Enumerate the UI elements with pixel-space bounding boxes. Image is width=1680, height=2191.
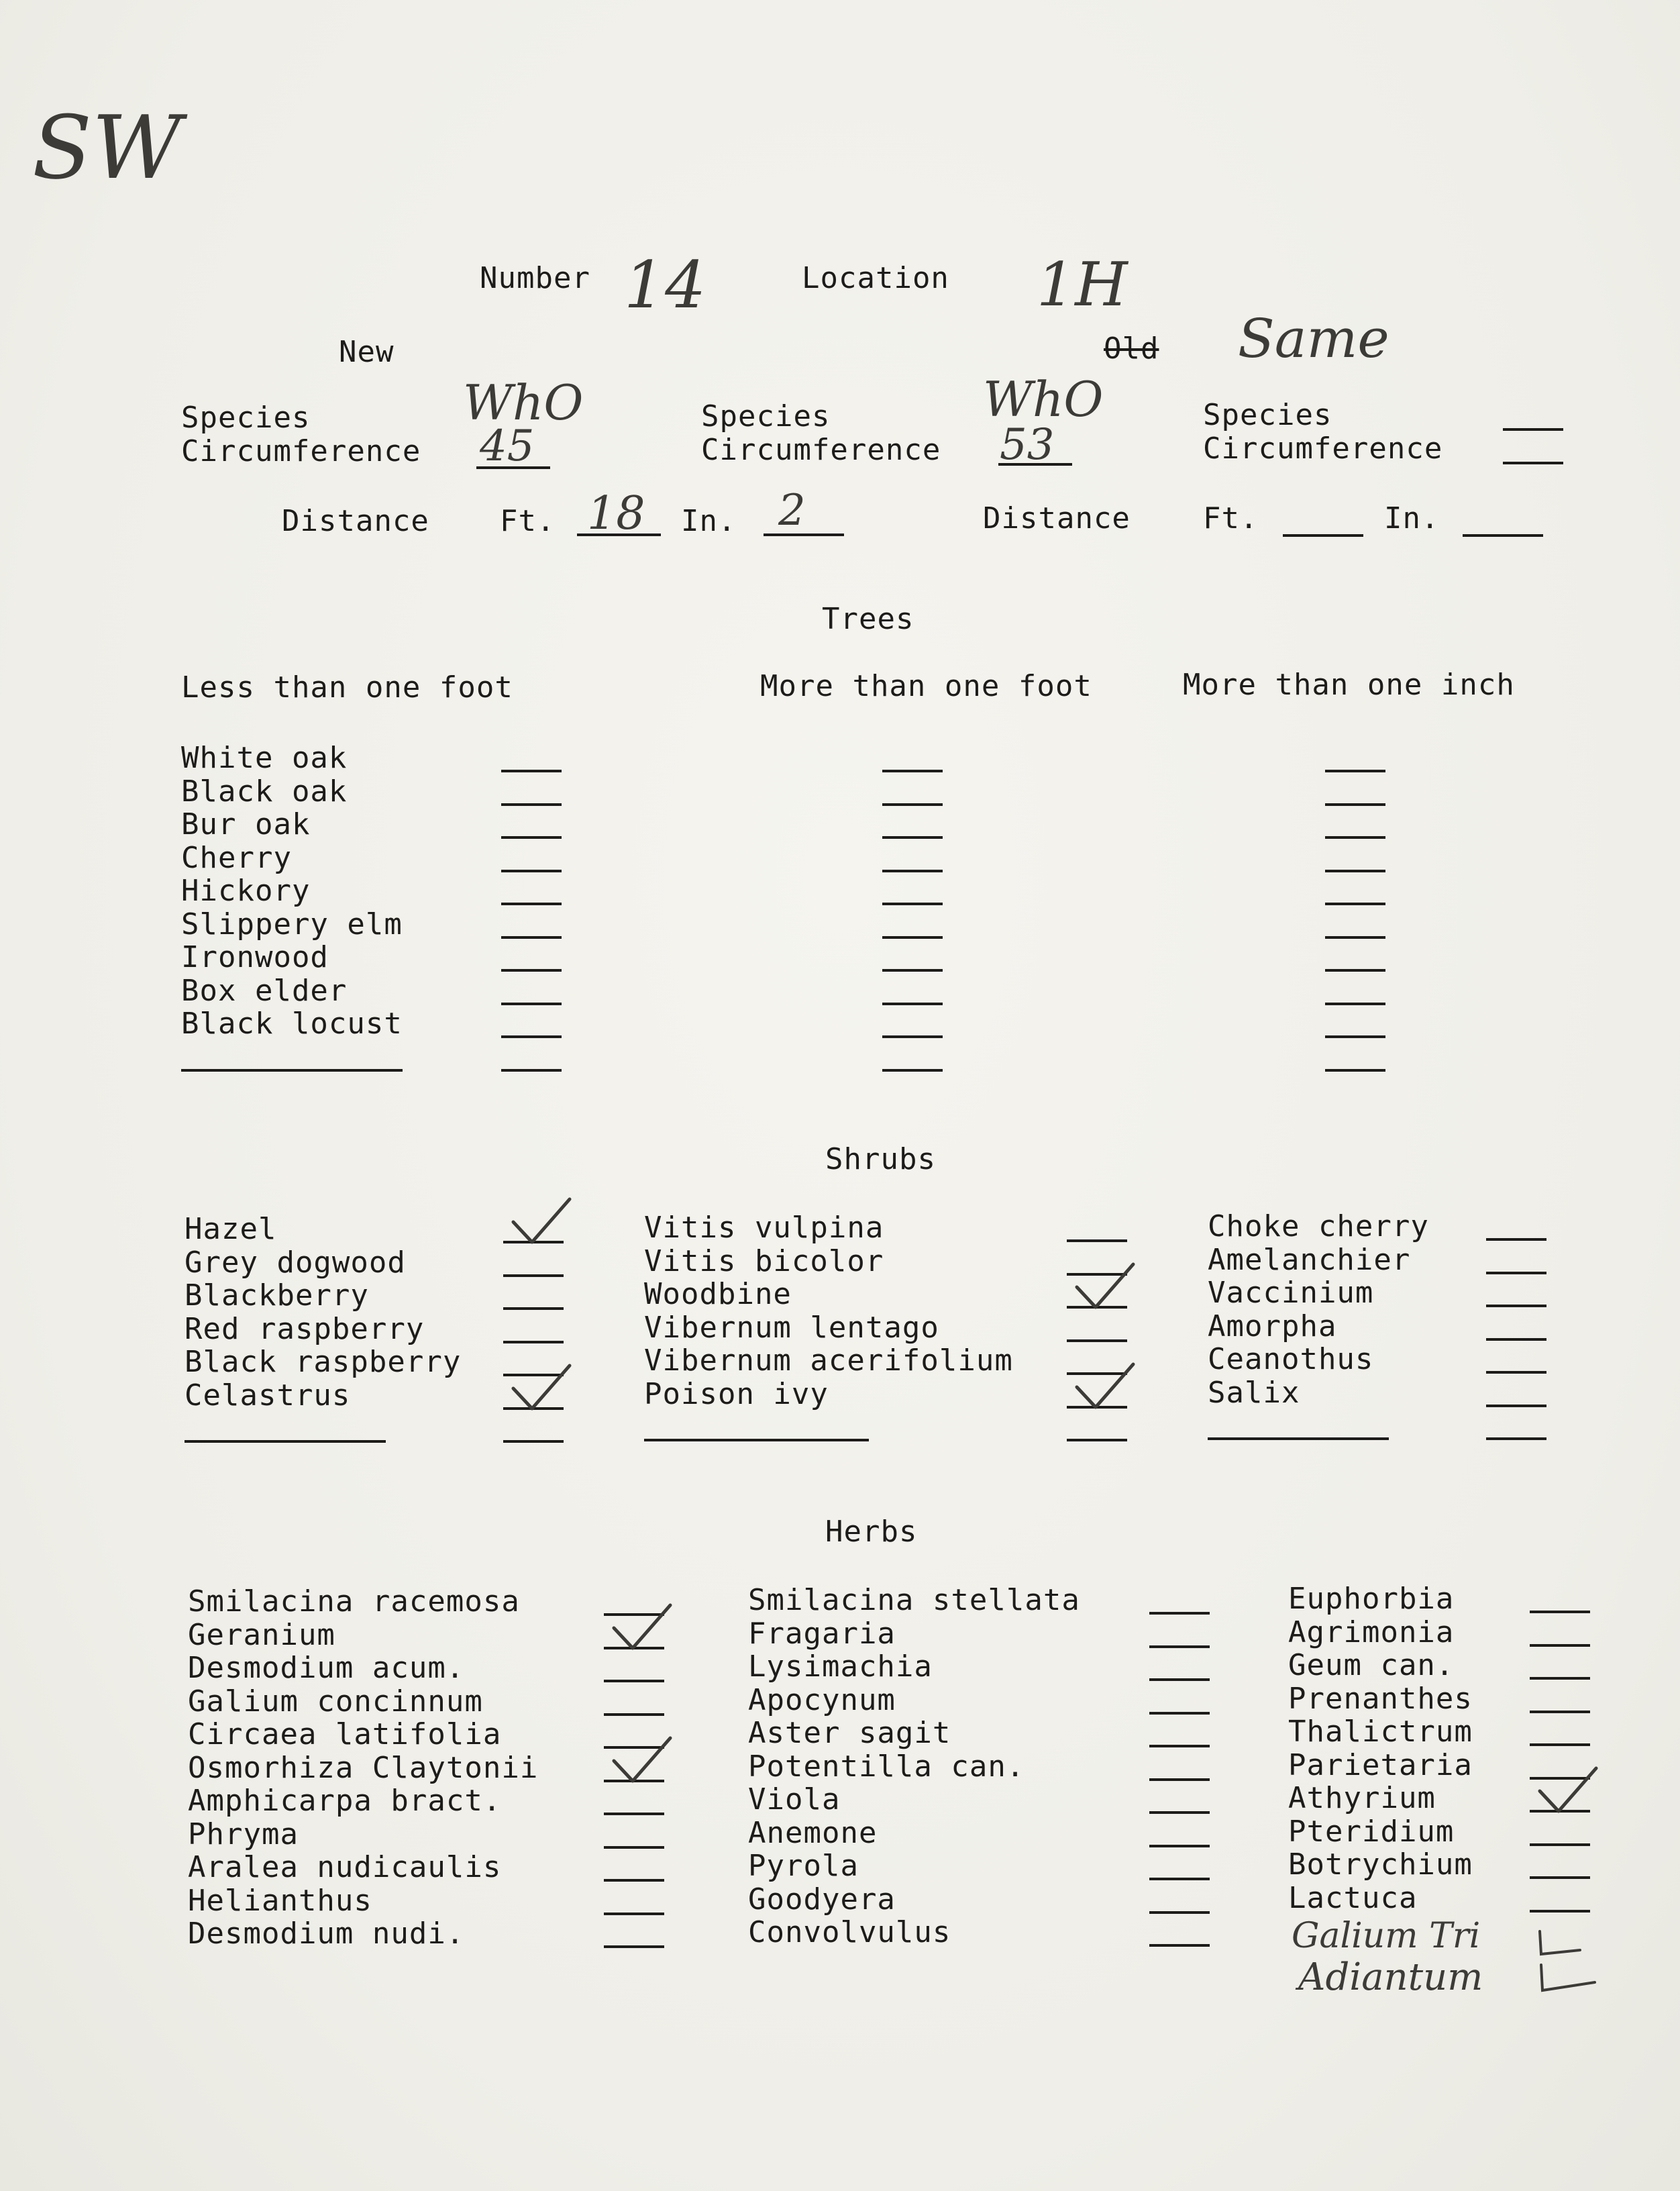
herb-parietaria-label: Parietaria xyxy=(1288,1747,1473,1782)
herb-desmodium-nudi-row xyxy=(188,1917,678,1951)
shrub-blackberry-blank[interactable] xyxy=(503,1307,564,1310)
tree-black-oak-blank-3[interactable] xyxy=(1325,803,1385,806)
shrub-vaccinium-blank[interactable] xyxy=(1486,1305,1546,1307)
handwritten-check-2-icon xyxy=(1533,1958,1600,1998)
herb-galium-concinnum-blank[interactable] xyxy=(604,1713,664,1716)
herb-helianthus-label: Helianthus xyxy=(188,1883,372,1918)
tree-ironwood-label: Ironwood xyxy=(181,940,329,974)
check-mark-icon xyxy=(1063,1360,1137,1414)
shrub-choke-cherry-row xyxy=(1208,1210,1550,1243)
old-circumference-blank[interactable] xyxy=(1503,462,1563,464)
new-species-value: WhO xyxy=(463,374,584,431)
shrub-woodbine-label: Woodbine xyxy=(644,1277,792,1311)
shrub-other-blank[interactable] xyxy=(503,1440,564,1443)
herb-viola-row xyxy=(748,1783,1218,1817)
shrub-amorpha-blank[interactable] xyxy=(1486,1338,1546,1341)
tree-ironwood-blank-3[interactable] xyxy=(1325,969,1385,972)
tree-other-blank-2[interactable] xyxy=(882,1069,943,1072)
herb-euphorbia-label: Euphorbia xyxy=(1288,1582,1455,1616)
shrub-other-row xyxy=(644,1411,1134,1444)
shrub-woodbine-row xyxy=(644,1278,1134,1311)
mid-species-label: Species xyxy=(701,399,831,434)
herb-geum-can-label: Geum can. xyxy=(1288,1648,1455,1682)
herb-desmodium-acum-row xyxy=(188,1651,678,1685)
shrub-vaccinium-row xyxy=(1208,1276,1550,1310)
location-value: 1H xyxy=(1037,250,1128,320)
shrub-vitis-vulpina-blank[interactable] xyxy=(1067,1239,1127,1242)
herb-convolvulus-row xyxy=(748,1916,1218,1949)
check-mark-icon xyxy=(1063,1260,1137,1314)
herb-amphicarpa-bract-row xyxy=(188,1784,678,1818)
shrub-amorpha-row xyxy=(1208,1310,1550,1343)
herb-phryma-row xyxy=(188,1818,678,1851)
herb-geranium-row xyxy=(188,1619,678,1652)
tree-box-elder-label: Box elder xyxy=(181,973,348,1008)
herb-lactuca-blank[interactable] xyxy=(1530,1910,1590,1913)
shrubs-column-3 xyxy=(1208,1210,1550,1443)
mid-in-label: In. xyxy=(1384,501,1440,536)
herb-smilacina-racemosa-label: Smilacina racemosa xyxy=(188,1584,520,1619)
herb-desmodium-nudi-blank[interactable] xyxy=(604,1945,664,1948)
mid-ft-label: Ft. xyxy=(1203,501,1259,536)
trees-list xyxy=(181,742,1389,1074)
shrub-other-blank[interactable] xyxy=(1067,1439,1127,1441)
herb-convolvulus-blank[interactable] xyxy=(1149,1944,1210,1947)
herb-pyrola-blank[interactable] xyxy=(1149,1878,1210,1880)
tree-slippery-elm-row xyxy=(181,908,1389,941)
tree-black-locust-blank-3[interactable] xyxy=(1325,1035,1385,1038)
herb-aster-sagit-blank[interactable] xyxy=(1149,1745,1210,1747)
herb-goodyera-label: Goodyera xyxy=(748,1882,896,1917)
herb-desmodium-acum-blank[interactable] xyxy=(604,1680,664,1682)
herb-agrimonia-row xyxy=(1288,1616,1590,1649)
shrub-salix-label: Salix xyxy=(1208,1375,1300,1410)
shrub-red-raspberry-blank[interactable] xyxy=(503,1341,564,1343)
check-mark-icon xyxy=(600,1601,674,1655)
shrub-hazel-label: Hazel xyxy=(185,1212,277,1246)
shrub-blackberry-row xyxy=(185,1279,587,1313)
herb-smilacina-stellata-row xyxy=(748,1584,1218,1617)
herb-amphicarpa-bract-label: Amphicarpa bract. xyxy=(188,1784,502,1818)
herb-thalictrum-row xyxy=(1288,1715,1590,1749)
shrub-amelanchier-row xyxy=(1208,1243,1550,1277)
location-label: Location xyxy=(802,261,949,295)
herb-fragaria-row xyxy=(748,1617,1218,1651)
tree-other-row xyxy=(181,1041,1389,1074)
herb-apocynum-row xyxy=(748,1684,1218,1717)
shrub-hazel-row xyxy=(185,1213,587,1246)
tree-bur-oak-blank-3[interactable] xyxy=(1325,836,1385,839)
new-circumference-blank[interactable] xyxy=(476,466,550,469)
shrub-amelanchier-label: Amelanchier xyxy=(1208,1242,1411,1277)
shrub-choke-cherry-label: Choke cherry xyxy=(1208,1209,1429,1243)
herb-aralea-nudicaulis-blank[interactable] xyxy=(604,1879,664,1882)
tree-black-locust-row xyxy=(181,1007,1389,1041)
shrub-grey-dogwood-blank[interactable] xyxy=(503,1274,564,1277)
herb-aster-sagit-row xyxy=(748,1717,1218,1750)
herb-lactuca-row xyxy=(1288,1882,1590,1915)
shrub-ceanothus-label: Ceanothus xyxy=(1208,1342,1374,1376)
tree-black-locust-blank-1[interactable] xyxy=(501,1035,562,1038)
herb-desmodium-nudi-label: Desmodium nudi. xyxy=(188,1917,465,1951)
old-species-blank[interactable] xyxy=(1503,428,1563,431)
tree-hickory-blank-3[interactable] xyxy=(1325,903,1385,905)
herb-osmorhiza-claytonii-label: Osmorhiza Claytonii xyxy=(188,1750,539,1785)
shrub-grey-dogwood-row xyxy=(185,1246,587,1280)
old-species-label: Species xyxy=(1203,398,1332,432)
shrubs-heading: Shrubs xyxy=(825,1142,936,1176)
shrubs-column-2 xyxy=(644,1211,1134,1444)
herb-geranium-label: Geranium xyxy=(188,1617,335,1652)
herb-goodyera-blank[interactable] xyxy=(1149,1911,1210,1914)
herbs-heading: Herbs xyxy=(825,1515,918,1549)
shrub-grey-dogwood-label: Grey dogwood xyxy=(185,1245,406,1280)
herb-euphorbia-blank[interactable] xyxy=(1530,1611,1590,1613)
herb-apocynum-blank[interactable] xyxy=(1149,1712,1210,1715)
shrub-ceanothus-blank[interactable] xyxy=(1486,1371,1546,1374)
herb-amphicarpa-bract-blank[interactable] xyxy=(604,1813,664,1815)
shrub-celastrus-row xyxy=(185,1379,587,1413)
shrub-black-raspberry-label: Black raspberry xyxy=(185,1345,462,1379)
herb-pteridium-label: Pteridium xyxy=(1288,1814,1455,1849)
new-ft-value: 18 xyxy=(587,487,645,540)
tree-bur-oak-row xyxy=(181,808,1389,842)
herb-pyrola-label: Pyrola xyxy=(748,1849,859,1883)
trees-col2-heading: More than one foot xyxy=(760,669,1092,703)
herb-viola-blank[interactable] xyxy=(1149,1811,1210,1814)
tree-ironwood-blank-1[interactable] xyxy=(501,969,562,972)
shrub-vibernum-lentago-label: Vibernum lentago xyxy=(644,1310,939,1345)
herbs-column-3 xyxy=(1288,1582,1590,1915)
tree-other-blank-1[interactable] xyxy=(501,1069,562,1072)
shrub-celastrus-label: Celastrus xyxy=(185,1378,351,1413)
shrub-other-blank[interactable] xyxy=(1486,1437,1546,1440)
shrub-vaccinium-label: Vaccinium xyxy=(1208,1276,1374,1310)
shrub-other-name-blank[interactable] xyxy=(1208,1437,1389,1440)
mid-in-blank[interactable] xyxy=(1463,534,1543,537)
shrub-poison-ivy-label: Poison ivy xyxy=(644,1376,829,1411)
herb-agrimonia-label: Agrimonia xyxy=(1288,1615,1455,1649)
shrub-other-name-blank[interactable] xyxy=(185,1440,386,1443)
tree-other-blank-3[interactable] xyxy=(1325,1069,1385,1072)
herb-aralea-nudicaulis-row xyxy=(188,1851,678,1884)
tree-cherry-blank-3[interactable] xyxy=(1325,870,1385,872)
tree-bur-oak-blank-1[interactable] xyxy=(501,836,562,839)
new-distance-label: Distance xyxy=(282,504,429,538)
new-ft-label: Ft. xyxy=(500,504,556,538)
tree-black-oak-row xyxy=(181,775,1389,809)
new-in-value: 2 xyxy=(778,486,806,536)
herb-potentilla-can-label: Potentilla can. xyxy=(748,1749,1025,1784)
herb-phryma-label: Phryma xyxy=(188,1817,299,1851)
herb-osmorhiza-claytonii-row xyxy=(188,1751,678,1785)
old-value: Same xyxy=(1238,307,1389,370)
shrub-blackberry-label: Blackberry xyxy=(185,1278,369,1313)
herb-aralea-nudicaulis-label: Aralea nudicaulis xyxy=(188,1850,502,1884)
tree-white-oak-blank-1[interactable] xyxy=(501,770,562,772)
mid-distance-label: Distance xyxy=(983,501,1131,536)
tree-slippery-elm-blank-2[interactable] xyxy=(882,936,943,939)
shrub-vibernum-acerifolium-row xyxy=(644,1344,1134,1378)
herb-phryma-blank[interactable] xyxy=(604,1846,664,1849)
tree-hickory-label: Hickory xyxy=(181,874,311,908)
tree-box-elder-row xyxy=(181,974,1389,1008)
shrub-ceanothus-row xyxy=(1208,1343,1550,1376)
tree-cherry-blank-2[interactable] xyxy=(882,870,943,872)
herb-geum-can-row xyxy=(1288,1649,1590,1682)
shrub-vibernum-lentago-blank[interactable] xyxy=(1067,1339,1127,1342)
herbs-column-1 xyxy=(188,1585,678,1951)
mid-species-value: WhO xyxy=(983,371,1104,427)
new-circumference-value: 45 xyxy=(480,421,535,471)
herb-athyrium-row xyxy=(1288,1782,1590,1815)
tree-hickory-blank-2[interactable] xyxy=(882,903,943,905)
check-mark-icon xyxy=(600,1734,674,1788)
herb-pteridium-row xyxy=(1288,1815,1590,1849)
tree-white-oak-blank-2[interactable] xyxy=(882,770,943,772)
shrub-red-raspberry-label: Red raspberry xyxy=(185,1311,425,1346)
tree-bur-oak-blank-2[interactable] xyxy=(882,836,943,839)
tree-ironwood-blank-2[interactable] xyxy=(882,969,943,972)
shrubs-column-1 xyxy=(185,1213,587,1445)
tree-black-oak-blank-1[interactable] xyxy=(501,803,562,806)
herb-desmodium-acum-label: Desmodium acum. xyxy=(188,1651,465,1685)
herb-fragaria-blank[interactable] xyxy=(1149,1645,1210,1648)
shrub-other-name-blank[interactable] xyxy=(644,1439,869,1441)
shrub-choke-cherry-blank[interactable] xyxy=(1486,1238,1546,1241)
trees-heading: Trees xyxy=(822,602,914,636)
corner-mark: SW xyxy=(32,97,182,199)
shrub-salix-blank[interactable] xyxy=(1486,1405,1546,1407)
shrub-vibernum-acerifolium-label: Vibernum acerifolium xyxy=(644,1343,1013,1378)
herb-apocynum-label: Apocynum xyxy=(748,1682,896,1717)
tree-box-elder-blank-3[interactable] xyxy=(1325,1003,1385,1005)
tree-bur-oak-label: Bur oak xyxy=(181,807,311,842)
trees-col3-heading: More than one inch xyxy=(1183,668,1515,702)
tree-slippery-elm-blank-1[interactable] xyxy=(501,936,562,939)
herb-anemone-row xyxy=(748,1817,1218,1850)
herb-aster-sagit-label: Aster sagit xyxy=(748,1716,951,1750)
herb-helianthus-blank[interactable] xyxy=(604,1913,664,1915)
shrub-poison-ivy-row xyxy=(644,1378,1134,1411)
tree-hickory-blank-1[interactable] xyxy=(501,903,562,905)
tree-slippery-elm-blank-3[interactable] xyxy=(1325,936,1385,939)
tree-slippery-elm-label: Slippery elm xyxy=(181,907,403,941)
new-species-label: Species xyxy=(181,401,311,435)
herb-smilacina-stellata-label: Smilacina stellata xyxy=(748,1583,1080,1617)
herb-convolvulus-label: Convolvulus xyxy=(748,1915,951,1949)
handwritten-herb-1: Galium Tri xyxy=(1292,1916,1481,1956)
number-value: 14 xyxy=(624,248,706,323)
tree-white-oak-blank-3[interactable] xyxy=(1325,770,1385,772)
herb-prenanthes-blank[interactable] xyxy=(1530,1711,1590,1713)
shrub-vitis-bicolor-label: Vitis bicolor xyxy=(644,1243,884,1278)
herb-lactuca-label: Lactuca xyxy=(1288,1880,1418,1915)
shrub-amelanchier-blank[interactable] xyxy=(1486,1272,1546,1274)
new-label: New xyxy=(339,335,395,369)
herb-botrychium-blank[interactable] xyxy=(1530,1876,1590,1879)
herb-circaea-latifolia-label: Circaea latifolia xyxy=(188,1717,502,1751)
tree-cherry-row xyxy=(181,842,1389,875)
shrub-red-raspberry-row xyxy=(185,1313,587,1346)
number-label: Number xyxy=(480,261,590,295)
herb-botrychium-row xyxy=(1288,1848,1590,1882)
check-mark-icon xyxy=(500,1195,574,1249)
herb-thalictrum-label: Thalictrum xyxy=(1288,1715,1473,1749)
herb-lysimachia-label: Lysimachia xyxy=(748,1649,933,1684)
shrub-vitis-vulpina-row xyxy=(644,1211,1134,1245)
herb-lysimachia-blank[interactable] xyxy=(1149,1678,1210,1681)
herb-viola-label: Viola xyxy=(748,1782,841,1817)
tree-cherry-blank-1[interactable] xyxy=(501,870,562,872)
tree-cherry-label: Cherry xyxy=(181,840,292,875)
shrub-vitis-bicolor-row xyxy=(644,1245,1134,1278)
tree-box-elder-blank-1[interactable] xyxy=(501,1003,562,1005)
herb-fragaria-label: Fragaria xyxy=(748,1616,896,1651)
mid-circumference-blank[interactable] xyxy=(998,463,1072,466)
mid-circumference-label: Circumference xyxy=(701,433,941,467)
mid-ft-blank[interactable] xyxy=(1283,534,1363,537)
herb-goodyera-row xyxy=(748,1883,1218,1917)
tree-white-oak-label: White oak xyxy=(181,741,348,775)
shrub-other-row xyxy=(185,1412,587,1445)
herb-botrychium-label: Botrychium xyxy=(1288,1847,1473,1882)
mid-circumference-value: 53 xyxy=(1000,420,1055,470)
herb-geum-can-blank[interactable] xyxy=(1530,1677,1590,1680)
herb-euphorbia-row xyxy=(1288,1582,1590,1616)
check-mark-icon xyxy=(500,1362,574,1415)
shrub-salix-row xyxy=(1208,1376,1550,1410)
new-ft-blank[interactable] xyxy=(577,533,661,536)
herb-galium-concinnum-row xyxy=(188,1685,678,1719)
herb-anemone-blank[interactable] xyxy=(1149,1845,1210,1847)
tree-white-oak-row xyxy=(181,742,1389,775)
tree-box-elder-blank-2[interactable] xyxy=(882,1003,943,1005)
shrub-vibernum-lentago-row xyxy=(644,1311,1134,1345)
herb-agrimonia-blank[interactable] xyxy=(1530,1644,1590,1647)
herb-helianthus-row xyxy=(188,1884,678,1918)
new-in-label: In. xyxy=(681,504,737,538)
old-label: Old xyxy=(1104,332,1159,366)
tree-ironwood-row xyxy=(181,941,1389,974)
herb-pteridium-blank[interactable] xyxy=(1530,1843,1590,1846)
tree-black-locust-blank-2[interactable] xyxy=(882,1035,943,1038)
herb-smilacina-stellata-blank[interactable] xyxy=(1149,1612,1210,1615)
tree-black-locust-label: Black locust xyxy=(181,1007,403,1041)
tree-black-oak-label: Black oak xyxy=(181,774,348,809)
herb-athyrium-label: Athyrium xyxy=(1288,1781,1436,1815)
herb-pyrola-row xyxy=(748,1849,1218,1883)
shrub-vitis-vulpina-label: Vitis vulpina xyxy=(644,1211,884,1245)
herbs-column-2 xyxy=(748,1584,1218,1949)
shrub-other-row xyxy=(1208,1409,1550,1443)
herb-potentilla-can-blank[interactable] xyxy=(1149,1778,1210,1781)
herb-lysimachia-row xyxy=(748,1650,1218,1684)
herb-potentilla-can-row xyxy=(748,1750,1218,1784)
tree-hickory-row xyxy=(181,874,1389,908)
new-circumference-label: Circumference xyxy=(181,434,421,468)
herb-prenanthes-label: Prenanthes xyxy=(1288,1681,1473,1716)
tree-other-name-blank[interactable] xyxy=(181,1069,403,1072)
handwritten-herb-2: Adiantum xyxy=(1298,1955,1483,1999)
shrub-amorpha-label: Amorpha xyxy=(1208,1309,1337,1343)
herb-anemone-label: Anemone xyxy=(748,1815,878,1850)
trees-col1-heading: Less than one foot xyxy=(181,670,513,705)
old-circumference-label: Circumference xyxy=(1203,431,1443,466)
herb-thalictrum-blank[interactable] xyxy=(1530,1743,1590,1746)
new-in-blank[interactable] xyxy=(764,533,844,536)
herb-galium-concinnum-label: Galium concinnum xyxy=(188,1684,483,1719)
check-mark-icon xyxy=(1526,1764,1600,1818)
herb-prenanthes-row xyxy=(1288,1682,1590,1716)
tree-black-oak-blank-2[interactable] xyxy=(882,803,943,806)
